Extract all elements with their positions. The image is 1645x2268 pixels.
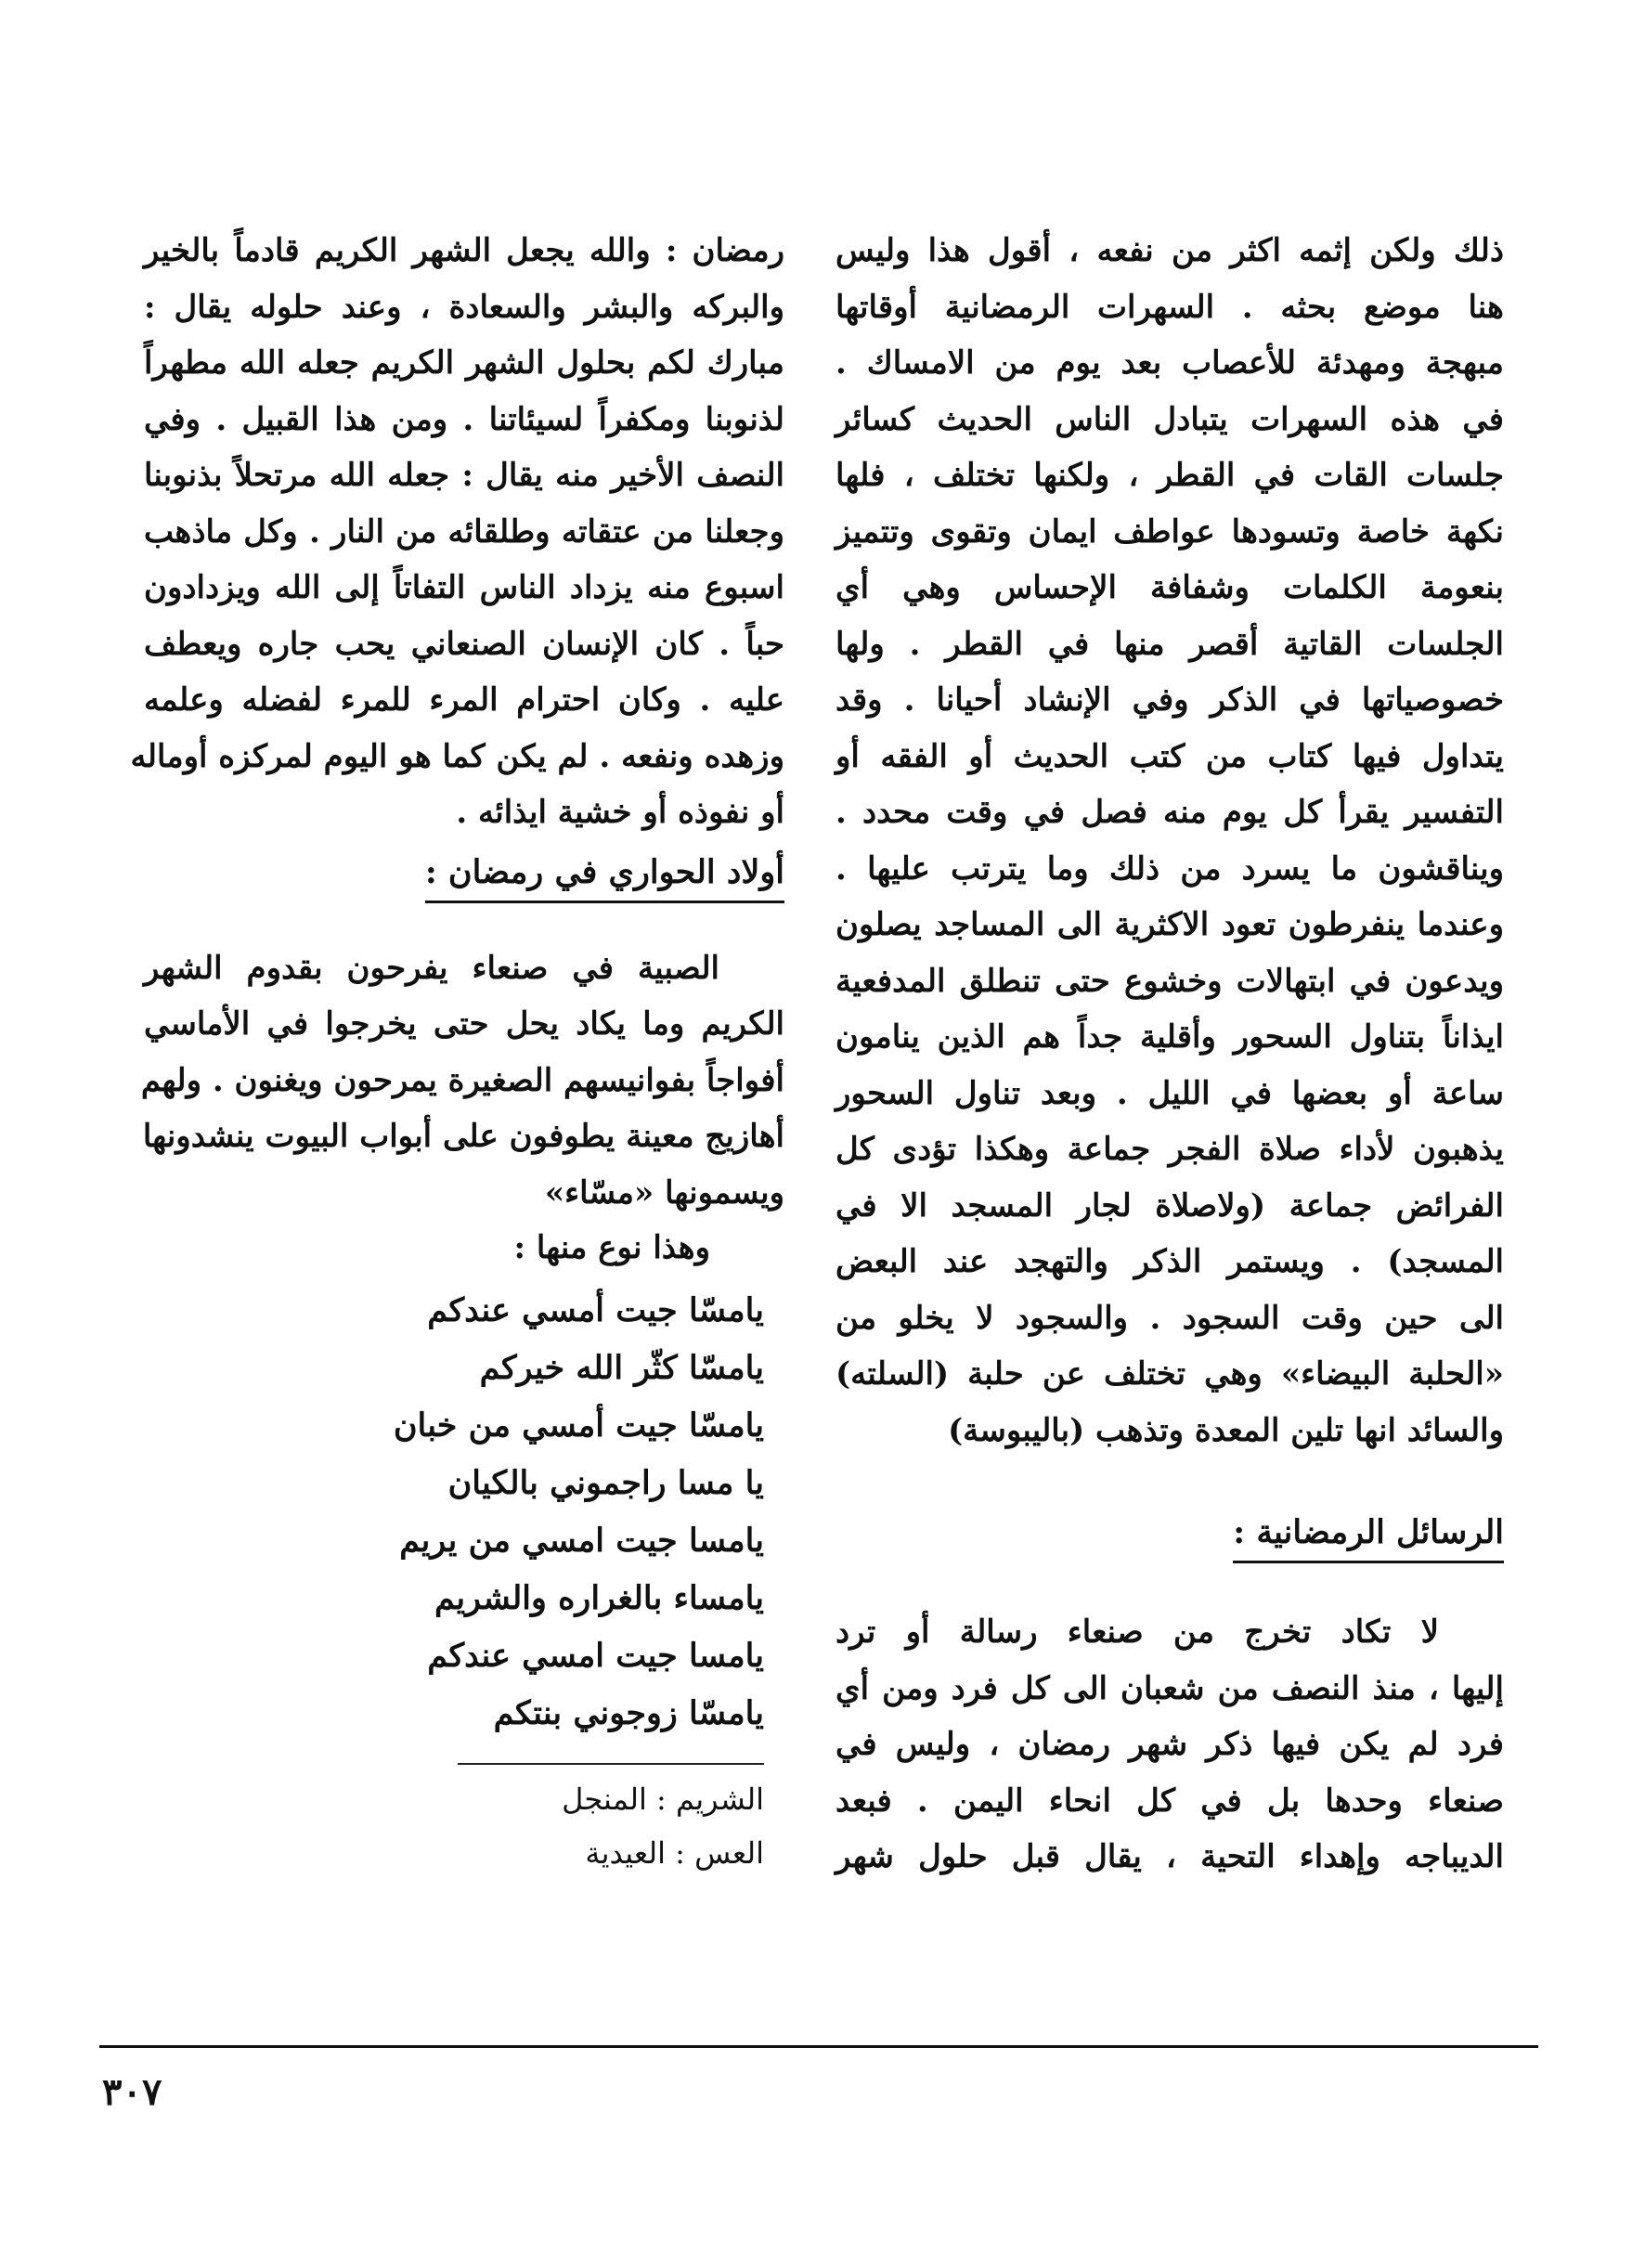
text-line: والبركه والبشر والسعادة ، وعند حلوله يقال : [144,288,784,326]
text-line: يذهبون لأداء صلاة الفجر جماعة وهكذا تؤدى كل [835,1131,1504,1168]
text-line: الكريم وما يكاد يحل حتى يخرجوا في الأماسي [144,1005,784,1043]
text-line: جلسات القات في القطر ، ولكنها تختلف ، فلها [835,457,1504,494]
text-line: لذنوبنا ومكفراً لسيئاتنا . ومن هذا القبيل . وفي [144,400,784,438]
right-column [835,223,1504,1886]
text-line: حباً . كان الإنسان الصنعاني يحب جاره ويعطف [144,625,784,663]
text-line: بنعومة الكلمات وشفافة الإحساس وهي أي [835,569,1504,606]
text-line: الى حين وقت السجود . والسجود لا يخلو من [835,1299,1504,1337]
poem-line: يامسّا كثّر الله خيركم [479,1349,764,1387]
text-line: عليه . وكان احترام المرء للمرء لفضله وعلمه [144,681,784,719]
text-line: وجعلنا من عتقاته وطلقائه من النار . وكل ماذهب [144,512,784,551]
text-line: ويناقشون ما يسرد من ذلك وما يترتب عليها . [835,849,1504,888]
page-number: ٣٠٧ [102,2070,162,2114]
text-line: ايذاناً بتناول السحور وأقلية جداً هم الذين ينامون [835,1018,1504,1056]
text-line: أو نفوذه أو خشية ايذائه . [456,794,784,831]
text-line: رمضان : والله يجعل الشهر الكريم قادماً بالخير [144,232,784,269]
text-line: لا تكاد تخرج من صنعاء رسالة أو ترد [835,1614,1439,1651]
section-heading-ramadan-letters: الرسائل الرمضانية : [1233,1507,1504,1563]
text-line: اسبوع منه يزداد الناس التفاتاً إلى الله ويزدادون [144,569,784,606]
text-line: «الحلبة البيضاء» وهي تختلف عن حلبة (السلته) [835,1355,1504,1393]
poem-line: يامسّا زوجوني بنتكم [493,1694,764,1732]
text-line: الجلسات القاتية أقصر منها في القطر . ولها [835,625,1504,663]
text-line: مبارك لكم بحلول الشهر الكريم جعله الله مطهراً [144,344,784,382]
text-line: إليها ، منذ النصف من شعبان الى كل فرد ومن أي [835,1669,1504,1707]
text-line: هنا موضع بحثه . السهرات الرمضانية أوقاتها [835,288,1504,326]
text-line: يتداول فيها كتاب من كتب الحديث أو الفقه أو [835,737,1504,775]
poem-line: يامساء بالغراره والشريم [434,1579,764,1617]
poem [144,1282,784,1743]
poem-line: يامسا جيت امسي من يريم [399,1522,764,1560]
right-paragraph-3 [835,1604,1504,1886]
glossary-entry: الشريم : المنجل [562,1782,764,1817]
footer-divider [99,2045,1538,2048]
text-line: الفرائض جماعة (ولاصلاة لجار المسجد الا في [835,1186,1504,1225]
text-line: ويسمونها «مسّاء» [544,1173,784,1212]
text-line: الديباجه وإهداء التحية ، يقال قبل حلول شهر [835,1838,1504,1875]
right-paragraph-2 [835,392,1504,1459]
left-column [130,223,784,1880]
poem-line: يامسّا جيت أمسي من خبان [393,1406,764,1445]
left-paragraph-2 [140,940,784,1222]
text-line: خصوصياتها في الذكر وفي الإنشاد أحيانا . وقد [835,681,1504,719]
poem-intro: وهذا نوع منها : [513,1229,710,1266]
text-line: ساعة أو بعضها في الليل . وبعد تناول السحور [835,1074,1504,1112]
glossary [144,1772,784,1880]
glossary-divider [458,1763,764,1765]
poem-line: يامسا جيت امسي عندكم [427,1637,764,1675]
text-line: نكهة خاصة وتسودها عواطف ايمان وتقوى وتتميز [835,512,1504,551]
glossary-entry: العس : العيدية [585,1835,764,1871]
text-line: أفواجاً بفوانيسهم الصغيرة يمرحون ويغنون . ولهم [140,1061,784,1099]
text-line: وزهده ونفعه . لم يكن كما هو اليوم لمركزه أوماله [130,737,784,775]
text-line: النصف الأخير منه يقال : جعله الله مرتحلاً بذنوبنا [144,457,784,494]
text-line: في هذه السهرات يتبادل الناس الحديث كسائر [835,400,1504,438]
text-line: الصبية في صنعاء يفرحون بقدوم الشهر [144,949,719,987]
poem-line: يامسّا جيت أمسي عندكم [427,1291,764,1329]
text-line: المسجد) . ويستمر الذكر والتهجد عند البعض [835,1243,1504,1280]
text-line: وعندما ينفرطون تعود الاكثرية الى المساجد يصلون [835,906,1504,943]
text-line: أهازيج معينة يطوفون على أبواب البيوت ينشدونها [142,1118,784,1155]
text-line: فرد لم يكن فيها ذكر شهر رمضان ، وليس في [835,1726,1504,1763]
right-paragraph-1 [835,223,1504,392]
poem-line: يا مسا راجموني بالكيان [447,1464,764,1502]
left-heading-wrap [144,847,784,903]
text-line: صنعاء وحدها بل في كل انحاء اليمن . فبعد [835,1782,1504,1820]
text-line: والسائد انها تلين المعدة وتذهب (باليبوسة) [948,1411,1504,1449]
left-paragraph-1 [130,223,784,841]
text-line: مبهجة ومهدئة للأعصاب بعد يوم من الامساك . [835,344,1504,382]
section-heading-neighborhood-children: أولاد الحواري في رمضان : [425,847,784,903]
text-line: ويدعون في ابتهالات وخشوع حتى تنطلق المدفعية [835,962,1504,1000]
right-heading-wrap [835,1507,1504,1563]
text-line: ذلك ولكن إثمه اكثر من نفعه ، أقول هذا وليس [835,232,1504,269]
text-line: التفسير يقرأ كل يوم منه فصل في وقت محدد . [835,794,1504,831]
